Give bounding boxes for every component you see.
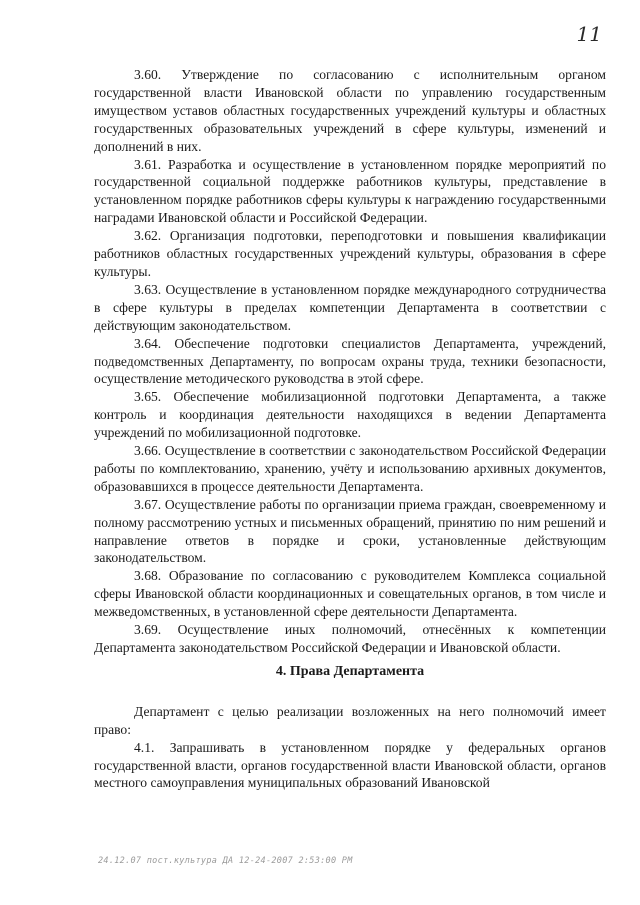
paragraph-3-62: 3.62. Организация подготовки, переподготовки и повышения квалификации работников областных государственных учреждений культуры, образования в сфере культуры. [94, 228, 606, 279]
paragraph-3-67: 3.67. Осуществление работы по организации приема граждан, своевременному и полному рассмотрению устных и письменных обращений, принятию по ним решений и направление ответов в порядке и сроки, установленные действующим законодательством. [94, 496, 606, 566]
page-number: 11 [576, 22, 602, 46]
paragraph-3-64: 3.64. Обеспечение подготовки специалистов Департамента, учреждений, подведомственных Департаменту, по вопросам охраны труда, техники безопасности, осуществление методического руководства в этой сфере. [94, 335, 606, 387]
document-body [94, 66, 606, 792]
paragraph-3-65: 3.65. Обеспечение мобилизационной подготовки Департамента, а также контроль и координация деятельности находящихся в ведении Департамента учреждений по мобилизационной подготовке. [94, 389, 606, 441]
paragraph-3-63: 3.63. Осуществление в установленном порядке международного сотрудничества в сфере культуры в пределах компетенции Департамента в соответствии с действующим законодательством. [94, 281, 606, 333]
paragraph-3-69: 3.69. Осуществление иных полномочий, отнесённых к компетенции Департамента законодательством Российской Федерации и Ивановской области. [94, 622, 606, 655]
paragraph-3-66: 3.66. Осуществление в соответствии с законодательством Российской Федерации работы по комплектованию, хранению, учёту и использованию архивных документов, образовавшихся в процессе деятельности Департамента. [94, 443, 606, 494]
footer-stamp: 24.12.07 пост.культура ДА 12-24-2007 2:53:00 PM [98, 856, 353, 866]
paragraph-intro: Департамент с целью реализации возложенных на него полномочий имеет право: [94, 703, 606, 737]
paragraph-3-61: 3.61. Разработка и осуществление в установленном порядке мероприятий по государственной социальной поддержке работников культуры, представление в установленном порядке работников сферы культуры к награждению государственными наградами Ивановской области и Российской Федерации. [94, 156, 606, 226]
paragraph-4-1: 4.1. Запрашивать в установленном порядке у федеральных органов государственной власти, органов государственной власти Ивановской области, органов местного самоуправления муниципальных образований Ивановской [94, 739, 606, 791]
section-heading: 4. Права Департамента [275, 663, 425, 679]
paragraph-3-60: 3.60. Утверждение по согласованию с исполнительным органом государственной власти Ивановской области по управлению государственным имуществом уставов областных государственных учреждений культуры и областных государственных образовательных учреждений в сфере культуры, изменений и дополнений в них. [94, 67, 606, 154]
paragraph-3-68: 3.68. Образование по согласованию с руководителем Комплекса социальной сферы Ивановской области координационных и совещательных органов, в том числе и межведомственных, в установленной сфере деятельности Департамента. [94, 568, 606, 620]
